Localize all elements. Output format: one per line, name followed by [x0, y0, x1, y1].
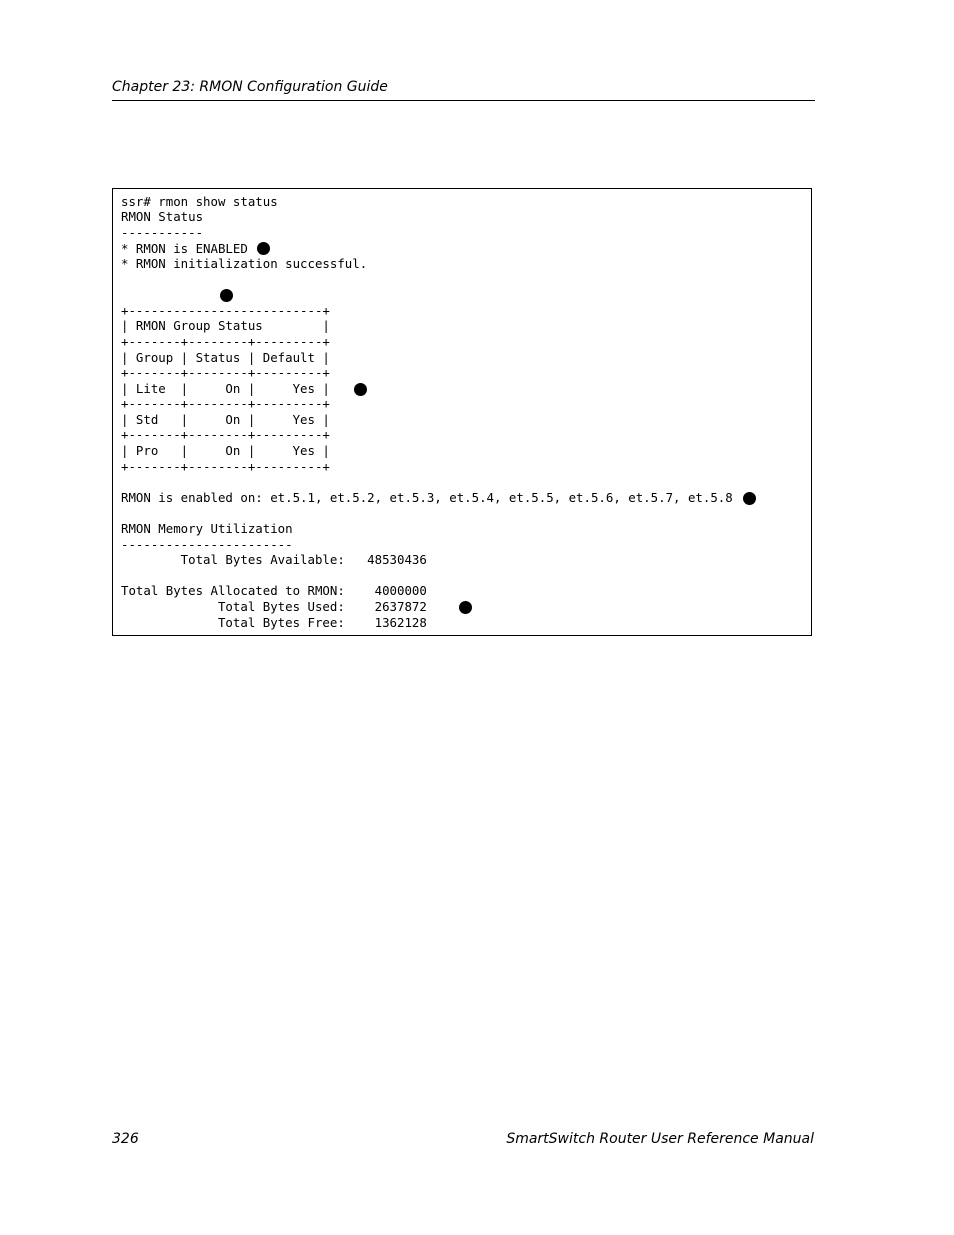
console-line: -----------------------: [121, 537, 293, 552]
console-line: +-------+--------+---------+: [121, 427, 330, 442]
console-line: * RMON is ENABLED: [121, 241, 248, 256]
console-line: RMON Status: [121, 209, 204, 224]
console-line: | RMON Group Status |: [121, 318, 330, 333]
console-line: | Group | Status | Default |: [121, 350, 330, 365]
running-head: Chapter 23: RMON Configuration Guide: [112, 79, 388, 95]
manual-title: SmartSwitch Router User Reference Manual: [506, 1131, 814, 1147]
console-line: Total Bytes Used: 2637872: [121, 599, 427, 614]
console-line: ssr# rmon show status: [121, 194, 278, 209]
console-line: | Pro | On | Yes |: [121, 443, 330, 458]
console-line: RMON Memory Utilization: [121, 521, 293, 536]
console-line: +-------+--------+---------+: [121, 396, 330, 411]
console-line: +-------+--------+---------+: [121, 459, 330, 474]
callout-bullet-icon: [459, 601, 472, 614]
header-rule: [112, 100, 815, 101]
console-line: Total Bytes Available: 48530436: [121, 552, 427, 567]
console-line: +-------+--------+---------+: [121, 365, 330, 380]
callout-bullet-icon: [743, 492, 756, 505]
console-line: +-------+--------+---------+: [121, 334, 330, 349]
console-line: -----------: [121, 225, 204, 240]
console-line: RMON is enabled on: et.5.1, et.5.2, et.5.3, et.5.4, et.5.5, et.5.6, et.5.7, et.5.8: [121, 490, 733, 505]
console-line: Total Bytes Allocated to RMON: 4000000: [121, 583, 427, 598]
callout-bullet-icon: [257, 242, 270, 255]
console-line: | Lite | On | Yes |: [121, 381, 330, 396]
console-line: | Std | On | Yes |: [121, 412, 330, 427]
console-line: Total Bytes Free: 1362128: [121, 615, 427, 630]
callout-bullet-icon: [220, 289, 233, 302]
page-number: 326: [112, 1131, 139, 1147]
console-line: * RMON initialization successful.: [121, 256, 368, 271]
callout-bullet-icon: [354, 383, 367, 396]
console-line: +--------------------------+: [121, 303, 330, 318]
